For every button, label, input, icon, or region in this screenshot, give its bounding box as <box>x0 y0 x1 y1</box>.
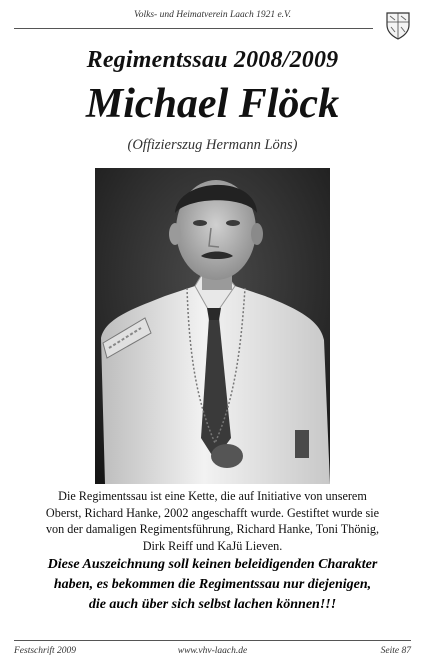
page-title: Regimentssau 2008/2009 <box>86 47 339 73</box>
subtitle: (Offizierszug Hermann Löns) <box>127 137 298 153</box>
coat-of-arms-icon <box>385 10 411 40</box>
description-line: Die Regimentssau ist eine Kette, die auf Initiative von unserem <box>58 489 367 503</box>
header-divider <box>14 28 373 29</box>
emphasis-line: Diese Auszeichnung soll keinen beleidigenden Charakter <box>47 557 378 572</box>
description-line: Oberst, Richard Hanke, 2002 angeschafft wurde. Gestiftet wurde sie <box>45 505 380 520</box>
footer-divider <box>14 640 411 641</box>
footer-publication: Festschrift 2009 <box>14 646 77 656</box>
emphasis-paragraph <box>10 555 415 615</box>
emphasis-line: haben, es bekommen die Regimentssau nur diejenigen, <box>53 577 372 592</box>
header-text: Volks- und Heimatverein Laach 1921 e.V. <box>134 10 291 20</box>
description-line: Dirk Reiff und KaJü Lieven. <box>142 538 283 553</box>
portrait-photo <box>95 168 330 484</box>
honoree-name: Michael Flöck <box>85 81 340 127</box>
footer-page-number: Seite 87 <box>380 646 411 656</box>
emphasis-line: die auch über sich selbst lachen können!!! <box>88 597 337 612</box>
description-paragraph <box>14 488 411 554</box>
description-line: von der damaligen Regimentsführung, Richard Hanke, Toni Thönig, <box>45 522 380 536</box>
footer-website: www.vhv-laach.de <box>177 646 248 656</box>
